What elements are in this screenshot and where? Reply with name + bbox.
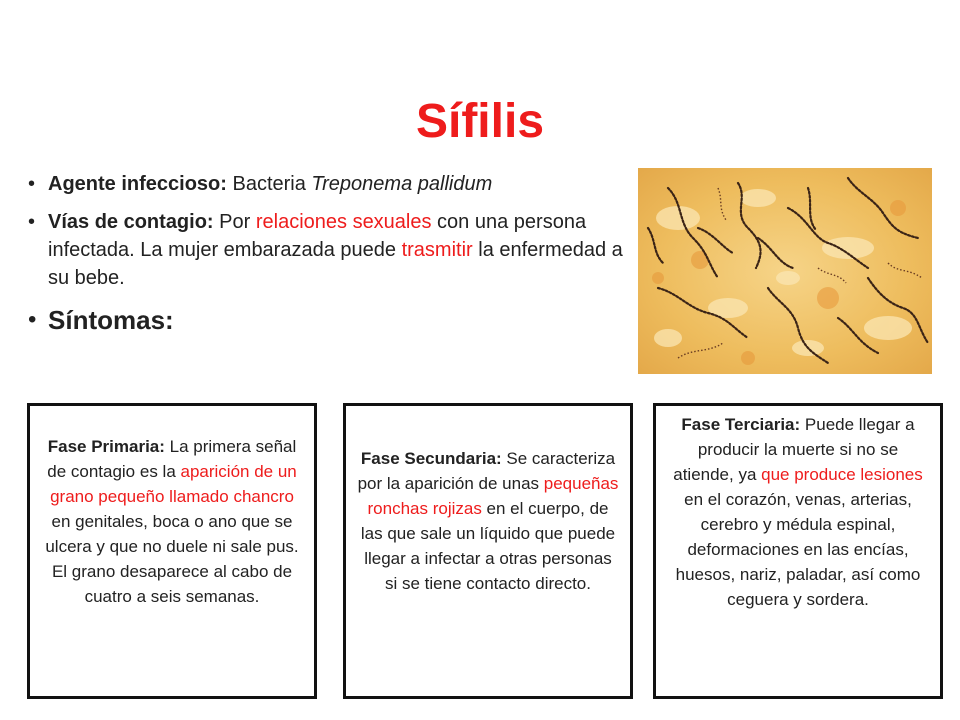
fase-secundaria-box (343, 403, 633, 699)
fase-terciaria-text (666, 412, 930, 612)
fase-terciaria-text-a: Puede llegar a producir la muerte si no se atiende, ya (673, 415, 915, 484)
bullet-list (28, 170, 638, 348)
bullet-vias (28, 208, 638, 292)
bullet-text: Por (213, 211, 256, 233)
bullet-red-text: trasmitir (401, 239, 473, 261)
fase-primaria-text-b: en genitales, boca o ano que se ulcera y que no duele ni sale pus. El grano desaparece al cabo de cuatro a seis semanas. (45, 512, 299, 606)
fase-terciaria-text-b: en el corazón, venas, arterias, cerebro y médula espinal, deformaciones en las encías, huesos, nariz, paladar, así como ceguera y sordera. (675, 490, 921, 609)
bullet-dot-icon: • (28, 306, 37, 333)
bullet-text: Bacteria (226, 173, 312, 195)
bullet-italic: Treponema pallidum (311, 173, 493, 195)
fase-primaria-red: aparición de un grano pequeño llamado chancro (50, 462, 297, 506)
bullet-red-text: relaciones sexuales (255, 211, 432, 233)
fase-terciaria-red: que produce lesiones (761, 465, 923, 484)
spirochete-micrograph-icon (638, 168, 932, 374)
fase-primaria-label: Fase Primaria: (47, 437, 165, 456)
fase-secundaria-text-b: en el cuerpo, de las que sale un líquido que puede llegar a infectar a otras personas si se tiene contacto directo. (360, 499, 616, 593)
fase-secundaria-text-a: Se caracteriza por la aparición de unas (357, 449, 616, 493)
fase-primaria-box (27, 403, 317, 699)
bullet-text: con una persona infectada. La mujer embarazada puede (48, 211, 587, 261)
fase-secundaria-text (356, 446, 620, 596)
bullet-text: la enfermedad a su bebe. (48, 239, 623, 289)
fase-terciaria-box (653, 403, 943, 699)
fase-secundaria-label: Fase Secundaria: (360, 449, 502, 468)
bullet-agente (28, 170, 638, 198)
fase-primaria-text-a: La primera señal de contagio es la (47, 437, 297, 481)
fase-secundaria-red: pequeñas ronchas rojizas (367, 474, 619, 518)
fase-terciaria-label: Fase Terciaria: (681, 415, 801, 434)
bullet-dot-icon: • (28, 173, 36, 195)
bullet-sintomas (28, 302, 638, 338)
slide-title: Sífilis (415, 95, 545, 149)
bullet-label: Agente infeccioso: (48, 173, 227, 195)
fase-primaria-text (40, 434, 304, 609)
bullet-label: Vías de contagio: (48, 211, 214, 233)
bullet-label: Síntomas: (48, 305, 174, 335)
bullet-dot-icon: • (28, 211, 36, 233)
